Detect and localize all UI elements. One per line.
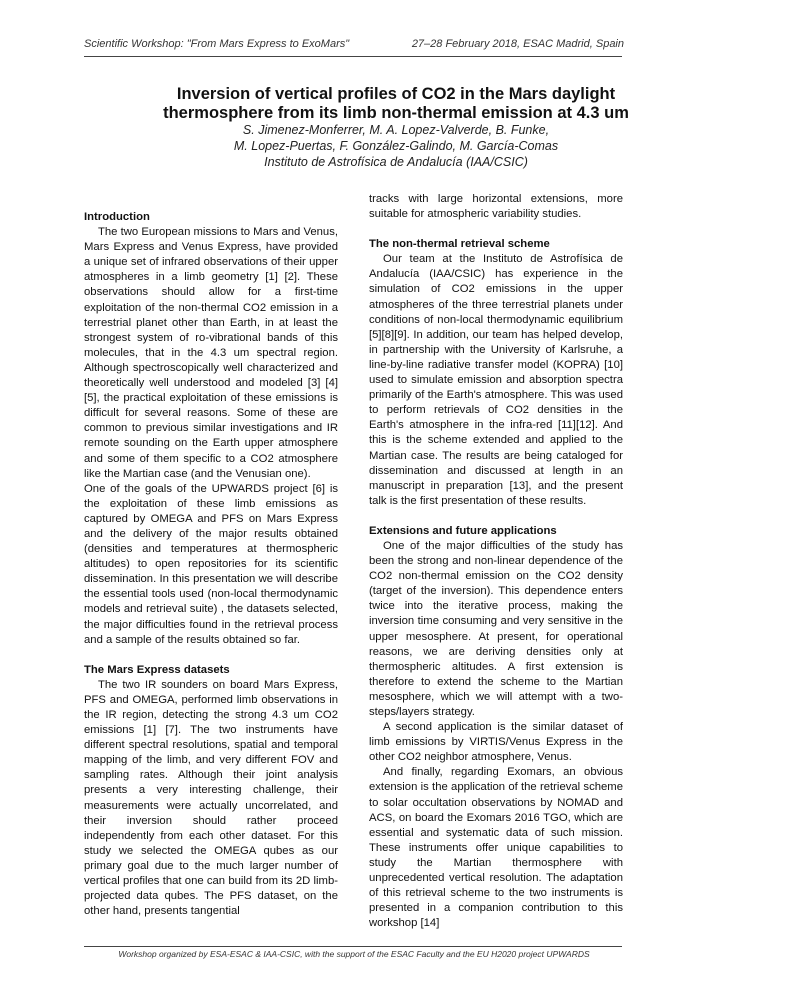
title-line-2: thermosphere from its limb non-thermal emission at 4.3 um [163,104,629,122]
datasets-paragraph-continued: tracks with large horizontal extensions, more suitable for atmospheric variability studies. [369,193,623,221]
datasets-paragraph-1: The two IR sounders on board Mars Express, PFS and OMEGA, performed limb observations in the IR region, detecting the strong 4.3 um CO2 emissions [1] [7]. The two instruments have different spectral resolutions, spatial and temporal mapping of the limb, and very different FOV and sampling rates. Although their joint analysis presents a very interesting challenge, their measurements were actually uncorrelated, and their inversion should rather proceed independently from each other dataset. For this study we selected the OMEGA qubes as our primary goal due to the much larger number of vertical profiles that one can build from its 2D limb-projected data qubes. The PFS dataset, on the other hand, presents tangential [84,678,338,918]
paper-title [84,85,708,123]
intro-paragraph-1: The two European missions to Mars and Venus, Mars Express and Venus Express, have provided a unique set of infrared observations of their upper atmospheres in a limb geometry [1] [2]. These observations should allow for a first-time exploitation of the non-thermal CO2 emission in a terrestrial planet other than Earth, in at least the strongest system of ro-vibrational bands of this molecules, that in the 4.3 um spectral region. Although spectroscopically well characterized and theoretically well understood and modeled [3] [4] [5], the practical exploitation of these emissions is difficult for several reasons. Some of these are common to previous similar investigations and IR remote sounding on the Earth upper atmosphere and some of them specific to a CO2 atmosphere like the Martian case (and the Venusian one). [84,226,338,480]
extensions-paragraph-3: And finally, regarding Exomars, an obvious extension is the application of the retrieval scheme to solar occultation observations by NOMAD and ACS, on board the Exomars 2016 TGO, which are essential and systematic data of such mission. These instruments offer unique capabilities to study the Martian thermosphere with unprecedented vertical resolution. The adaptation of this retrieval scheme to the two instruments is presented in a companion contribution to this workshop [14] [369,766,623,930]
page-footer: Workshop organized by ESA-ESAC & IAA-CSIC, with the support of the ESAC Faculty and the EU H2020 project UPWARDS [118,949,590,959]
section-heading-extensions: Extensions and future applications [369,524,557,537]
left-column [84,192,338,918]
header-workshop: Scientific Workshop: "From Mars Express to ExoMars" [84,38,350,50]
retrieval-paragraph-1: Our team at the Instituto de Astrofísica de Andalucía (IAA/CSIC) has experience in the simulation of CO2 emissions in the upper atmospheres of the three terrestrial planets under conditions of non-local thermodynamic equilibrium [5][8][9]. In addition, our team has helped develop, in partnership with the University of Karlsruhe, a line-by-line radiative transfer model (KOPRA) [10] used to simulate emission and absorption spectra primarily of the Earth's atmosphere. This was used to perform retrievals of CO2 densities in the Earth's atmosphere in the infra-red [11][12]. And this is the scheme extended and applied to the Martian case. The results are being cataloged for dissemination and discussed at length in an manuscript in preparation [13], and the present talk is the first presentation of these results. [369,253,623,507]
extensions-paragraph-2: A second application is the similar dataset of limb emissions by VIRTIS/Venus Express in the other CO2 neighbor atmosphere, Venus. [369,721,623,764]
section-heading-introduction: Introduction [84,211,150,223]
title-line-1: Inversion of vertical profiles of CO2 in the Mars daylight [176,85,616,103]
authors-line-1: S. Jimenez-Monferrer, M. A. Lopez-Valverde, B. Funke, [242,123,550,137]
intro-paragraph-2: One of the goals of the UPWARDS project [6] is the exploitation of these limb emissions as captured by OMEGA and PFS on Mars Express and the delivery of the major results obtained (densities and temperatures at thermospheric altitudes) to open repositories for its scientific dissemination. In this presentation we will describe the essential tools used (non-local thermodynamic models and retrieval suite) , the datasets selected, the major difficulties found in the retrieval process and a sample of the results obtained so far. [84,482,338,646]
section-heading-retrieval: The non-thermal retrieval scheme [369,238,550,251]
header-date-location: 27–28 February 2018, ESAC Madrid, Spain [411,38,624,50]
authors-line-2: M. Lopez-Puertas, F. González-Galindo, M. García-Comas [233,139,559,153]
section-heading-datasets: The Mars Express datasets [84,663,230,676]
header-rule [84,56,622,57]
page-header [84,38,624,50]
author-block [84,122,708,170]
right-column [369,192,623,931]
footer-rule [84,946,622,947]
extensions-paragraph-1: One of the major difficulties of the study has been the strong and non-linear dependence of the CO2 non-thermal emission on the CO2 density (target of the inversion). This dependence enters twice into the iterative process, making the inversion time consuming and very sensitive in the upper mesosphere. At present, for operational reasons, we are deriving densities only at thermospheric altitudes. A first extension is therefore to extend the scheme to the Martian mesosphere, which we will attempt with a two-steps/layers strategy. [369,539,623,718]
affiliation: Instituto de Astrofísica de Andalucía (IAA/CSIC) [264,155,528,169]
